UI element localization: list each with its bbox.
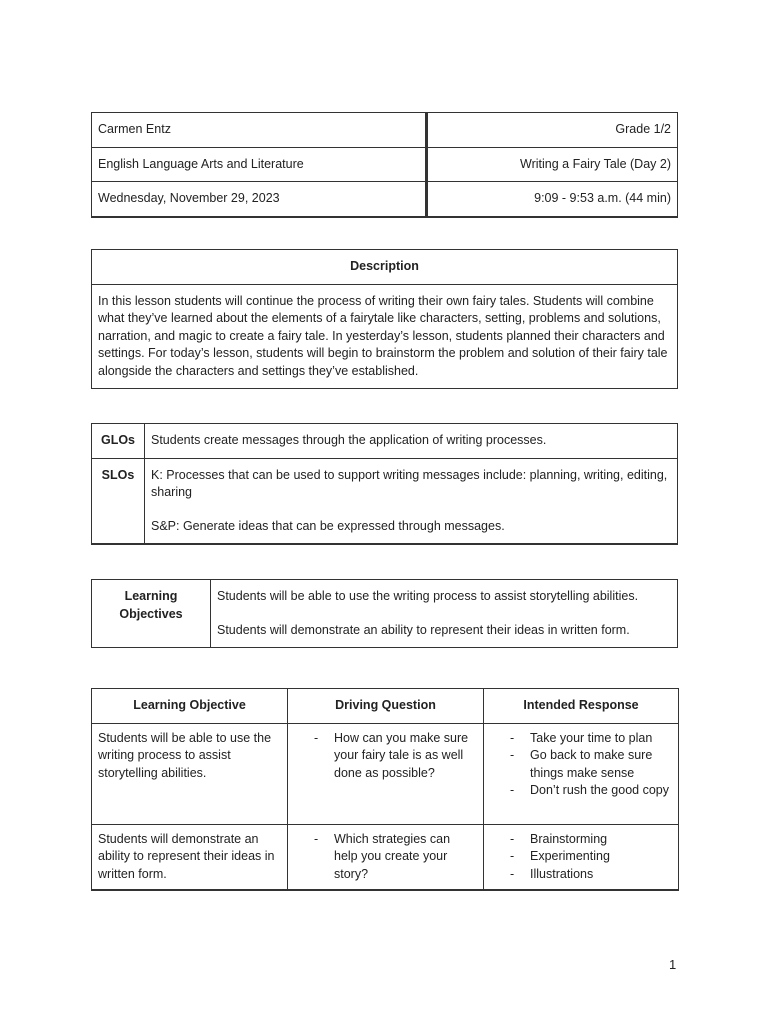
response-item: - Experimenting [490, 848, 672, 866]
bullet-dash: - [314, 831, 319, 846]
objective-item: Students will be able to use the writing process to assist storytelling abilities. [217, 589, 639, 603]
plan-table [91, 688, 679, 891]
question-item: - How can you make sure your fairy tale is as well done as possible? [314, 730, 469, 780]
lesson-time: 9:09 - 9:53 a.m. (44 min) [426, 182, 677, 217]
slo-content [145, 458, 678, 544]
plan-header-objective: Learning Objective [92, 689, 288, 724]
bullet-dash: - [510, 748, 515, 762]
plan-questions [288, 723, 484, 824]
plan-header-response: Intended Response [484, 689, 679, 724]
slo-skills: S&P: Generate ideas that can be expressed through messages. [151, 518, 505, 533]
bullet-dash: - [510, 849, 515, 863]
response-item: - Take your time to plan [490, 730, 672, 748]
objectives-label: Learning Objectives [92, 580, 211, 648]
lesson-date: Wednesday, November 29, 2023 [92, 182, 427, 217]
slo-knowledge: K: Processes that can be used to support writing messages include: planning, writing, editing, sharing [151, 467, 668, 499]
objectives-content [211, 580, 678, 648]
bullet-dash: - [510, 866, 515, 881]
teacher-name: Carmen Entz [92, 113, 427, 148]
plan-objective: Students will be able to use the writing process to assist storytelling abilities. [92, 723, 288, 824]
objectives-table [91, 579, 678, 648]
slo-label: SLOs [92, 458, 145, 544]
bullet-dash: - [510, 730, 515, 745]
grade-level: Grade 1/2 [426, 113, 677, 148]
glo-label: GLOs [92, 424, 145, 459]
page-number: 1 [669, 957, 677, 972]
bullet-dash: - [510, 831, 515, 846]
question-item: - Which strategies can help you create your story? [314, 831, 451, 881]
glo-text: Students create messages through the application of writing processes. [145, 424, 678, 459]
lesson-header-table [91, 112, 678, 218]
response-item: - Don’t rush the good copy [490, 782, 672, 800]
plan-responses [484, 723, 679, 824]
response-item: - Brainstorming [490, 831, 672, 849]
subject-name: English Language Arts and Literature [92, 147, 427, 182]
plan-responses [484, 824, 679, 890]
lesson-title: Writing a Fairy Tale (Day 2) [426, 147, 677, 182]
bullet-dash: - [314, 730, 319, 745]
plan-row [92, 824, 679, 890]
plan-row [92, 723, 679, 824]
bullet-dash: - [510, 783, 515, 797]
response-item: - Go back to make sure things make sense [510, 748, 653, 780]
plan-questions [288, 824, 484, 890]
description-heading: Description [92, 250, 678, 285]
objective-item: Students will demonstrate an ability to represent their ideas in written form. [217, 622, 630, 637]
response-item: - Illustrations [490, 866, 672, 884]
outcomes-table [91, 423, 678, 545]
plan-objective: Students will demonstrate an ability to represent their ideas in written form. [92, 824, 288, 890]
plan-header-question: Driving Question [288, 689, 484, 724]
description-table [91, 249, 678, 389]
description-text: In this lesson students will continue the process of writing their own fairy tales. Students will combine what they’ve learned about the elements of a fairytale like characters, setting, problems and solutions, narration, and magic to create a fairy tale. In yesterday’s lesson, students planned their characters and settings. For today’s lesson, students will begin to brainstorm the problem and solution of their fairy tale alongside the characters and settings they’ve established. [92, 284, 678, 389]
